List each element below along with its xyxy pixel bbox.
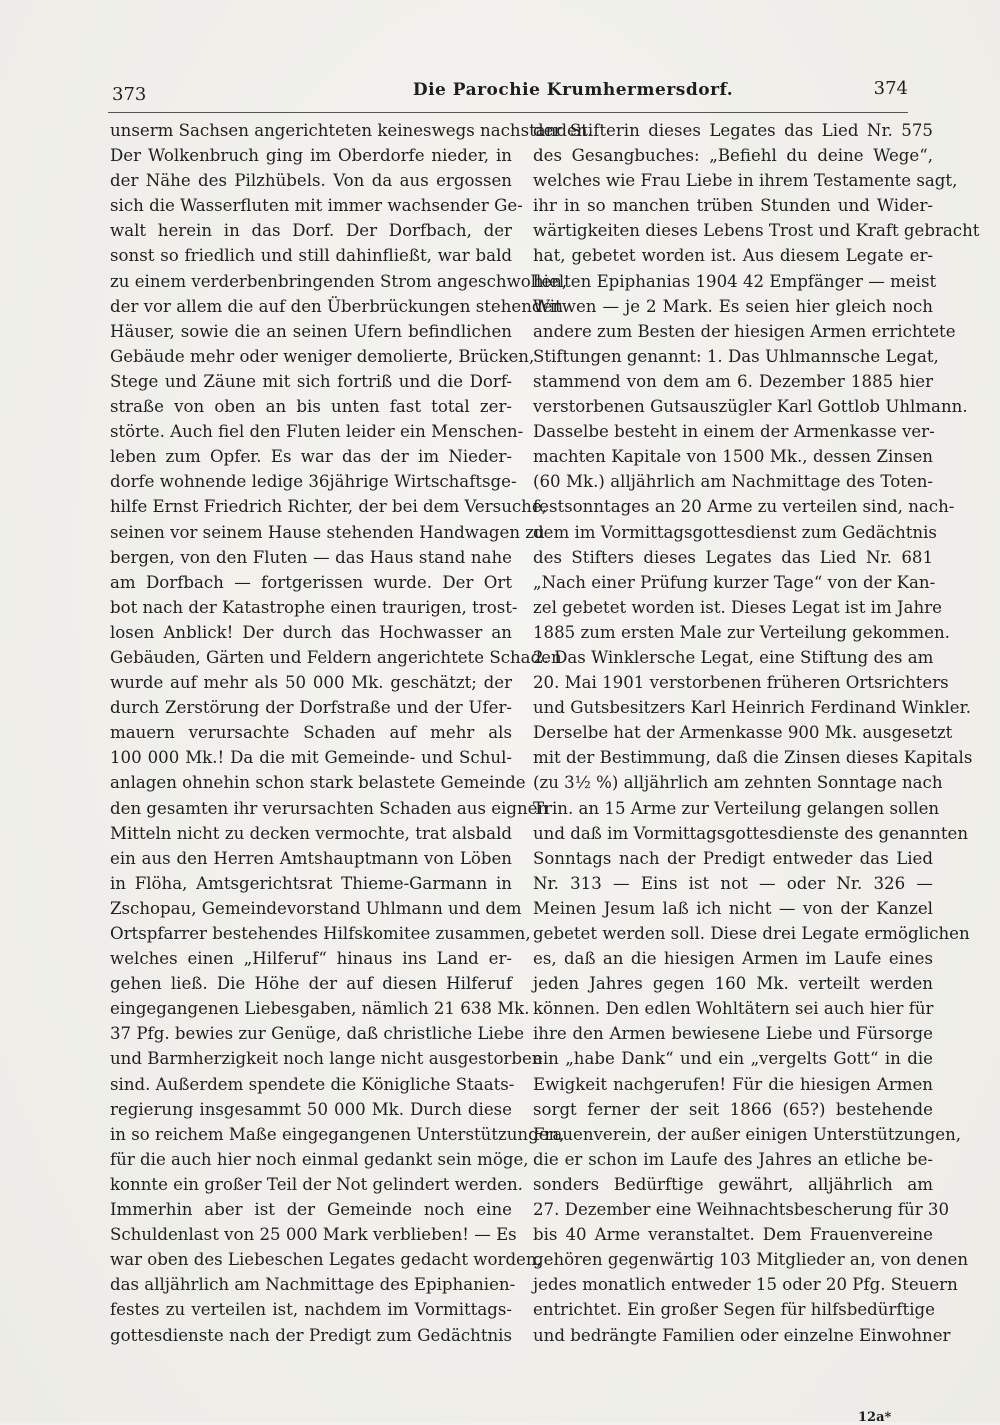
text-line: seinen vor seinem Hause stehenden Handwagen zu — [110, 522, 545, 542]
text-line: Häuser, sowie die an seinen Ufern befindlichen — [110, 321, 512, 341]
text-line: mauern verursachte Schaden auf mehr als — [110, 723, 512, 743]
text-line: für die auch hier noch einmal gedankt sein möge, — [110, 1149, 529, 1169]
text-line: ihre den Armen bewiesene Liebe und Fürsorge — [533, 1024, 933, 1044]
text-line: (60 Mk.) alljährlich am Nachmittage des Toten- — [533, 472, 933, 492]
text-line: konnte ein großer Teil der Not gelindert werden. — [110, 1174, 523, 1194]
text-line: am Dorfbach — fortgerissen wurde. Der Ort — [110, 572, 512, 592]
text-line: straße von oben an bis unten fast total zer- — [110, 397, 512, 417]
page-number-right: 374 — [873, 78, 908, 99]
text-line: „Nach einer Prüfung kurzer Tage“ von der Kan- — [533, 572, 936, 592]
text-line: Stiftungen genannt: 1. Das Uhlmannsche Legat, — [533, 346, 939, 366]
text-line: sind. Außerdem spendete die Königliche Staats- — [110, 1074, 515, 1094]
page-number-left: 373 — [112, 84, 147, 105]
text-line: hielten Epiphanias 1904 42 Empfänger — meist — [533, 271, 937, 291]
text-line: (zu 3½ %) alljährlich am zehnten Sonntage nach — [533, 773, 943, 793]
text-line: walt herein in das Dorf. Der Dorfbach, der — [110, 221, 512, 241]
text-line: festes zu verteilen ist, nachdem im Vormittags- — [110, 1300, 512, 1320]
text-line: welches wie Frau Liebe in ihrem Testamente sagt, — [533, 171, 958, 191]
text-line: Dasselbe besteht in einem der Armenkasse ver- — [533, 422, 935, 442]
text-line: Ortspfarrer bestehendes Hilfskomitee zusammen, — [110, 924, 531, 943]
text-line: Nr. 313 — Eins ist not — oder Nr. 326 — — [533, 873, 933, 893]
text-line: Zschopau, Gemeindevorstand Uhlmann und dem — [110, 898, 522, 918]
text-line: wurde auf mehr als 50 000 Mk. geschätzt; der — [110, 673, 512, 693]
text-line: der Stifterin dieses Legates das Lied Nr. 575 — [533, 121, 933, 140]
text-line: des Gesangbuches: „Befiehl du deine Wege“, — [533, 146, 933, 166]
text-line: verstorbenen Gutsauszügler Karl Gottlob Uhlmann. — [533, 397, 968, 417]
text-line: Ewigkeit nachgerufen! Für die hiesigen Armen — [533, 1074, 933, 1094]
text-line: 100 000 Mk.! Da die mit Gemeinde- und Schul- — [110, 748, 512, 768]
text-line: ihr in so manchen trüben Stunden und Wider- — [533, 196, 933, 216]
text-line: war oben des Liebeschen Legates gedacht worden, — [110, 1250, 542, 1270]
text-line: machten Kapitale von 1500 Mk., dessen Zinsen — [533, 447, 933, 467]
text-line: leben zum Opfer. Es war das der im Nieder- — [110, 447, 512, 467]
text-line: 2. Das Winklersche Legat, eine Stiftung des am — [533, 647, 934, 667]
text-line: sorgt ferner der seit 1866 (65?) bestehende — [533, 1099, 933, 1119]
text-line: der vor allem die auf den Überbrückungen stehenden — [110, 296, 564, 316]
text-line: Immerhin aber ist der Gemeinde noch eine — [110, 1200, 512, 1220]
text-line: eingegangenen Liebesgaben, nämlich 21 638 Mk. — [110, 999, 530, 1019]
text-line: und bedrängte Familien oder einzelne Einwohner — [533, 1325, 951, 1345]
text-line: ein „habe Dank“ und ein „vergelts Gott“ in die — [533, 1049, 933, 1069]
text-line: gehen ließ. Die Höhe der auf diesen Hilferuf — [110, 974, 512, 994]
text-line: sich die Wasserfluten mit immer wachsender Ge- — [110, 196, 523, 216]
text-line: jedes monatlich entweder 15 oder 20 Pfg. Steuern — [533, 1275, 958, 1295]
text-line: dem im Vormittagsgottesdienst zum Gedächtnis — [533, 522, 937, 542]
text-line: wärtigkeiten dieses Lebens Trost und Kraft gebracht — [533, 221, 980, 241]
text-line: bot nach der Katastrophe einen traurigen, trost- — [110, 597, 518, 617]
text-line: 37 Pfg. bewies zur Genüge, daß christliche Liebe — [110, 1024, 525, 1044]
text-line: sonst so friedlich und still dahinfließt, war bald — [110, 246, 512, 266]
text-line: ein aus den Herren Amtshauptmann von Löben — [110, 848, 512, 868]
text-line: sonders Bedürftige gewährt, alljährlich am — [533, 1174, 933, 1194]
text-line: und daß im Vormittagsgottesdienste des genannten — [533, 823, 969, 843]
text-line: Derselbe hat der Armenkasse 900 Mk. ausgesetzt — [533, 723, 953, 743]
text-line: bis 40 Arme veranstaltet. Dem Frauenvereine — [533, 1225, 933, 1245]
text-line: Der Wolkenbruch ging im Oberdorfe nieder, in — [110, 146, 512, 166]
right-column — [533, 118, 980, 1348]
text-line: 1885 zum ersten Male zur Verteilung gekommen. — [533, 622, 950, 642]
text-line: anlagen ohnehin schon stark belastete Gemeinde — [110, 773, 526, 793]
text-line: hat, gebetet worden ist. Aus diesem Legate er- — [533, 246, 933, 266]
text-line: in so reichem Maße eingegangenen Unterstützungen, — [110, 1124, 565, 1144]
running-title: Die Parochie Krumhermersdorf. — [412, 80, 734, 100]
text-line: Sonntags nach der Predigt entweder das Lied — [533, 848, 933, 868]
text-line: das alljährlich am Nachmittage des Epiphanien- — [110, 1275, 516, 1295]
text-line: regierung insgesammt 50 000 Mk. Durch diese — [110, 1099, 512, 1119]
text-line: in Flöha, Amtsgerichtsrat Thieme-Garmann in — [110, 873, 512, 893]
text-line: stammend von dem am 6. Dezember 1885 hier — [533, 371, 933, 391]
text-line: zu einem verderbenbringenden Strom angeschwollen, — [110, 271, 568, 291]
signature-mark: 12a* — [858, 1410, 892, 1425]
text-line: gehören gegenwärtig 103 Mitglieder an, von denen — [533, 1250, 969, 1270]
header-rule — [108, 112, 908, 113]
text-line: 27. Dezember eine Weihnachtsbescherung für 30 — [533, 1200, 950, 1220]
text-line: Meinen Jesum laß ich nicht — von der Kanzel — [533, 898, 933, 918]
text-line: es, daß an die hiesigen Armen im Laufe eines — [533, 949, 933, 969]
text-line: Gebäuden, Gärten und Feldern angerichtete Schaden — [110, 647, 562, 667]
page-header — [108, 76, 908, 112]
text-line: Trin. an 15 Arme zur Verteilung gelangen sollen — [533, 798, 940, 818]
text-line: andere zum Besten der hiesigen Armen errichtete — [533, 321, 956, 341]
text-line: mit der Bestimmung, daß die Zinsen dieses Kapitals — [533, 748, 973, 768]
text-line: Gebäude mehr oder weniger demolierte, Brücken, — [110, 346, 535, 366]
text-line: Mitteln nicht zu decken vermochte, trat alsbald — [110, 823, 512, 843]
text-line: entrichtet. Ein großer Segen für hilfsbedürftige — [533, 1300, 935, 1320]
text-line: der Nähe des Pilzhübels. Von da aus ergossen — [110, 171, 512, 191]
text-line: gebetet werden soll. Diese drei Legate ermöglichen — [533, 924, 970, 943]
text-line: und Barmherzigkeit noch lange nicht ausgestorben — [110, 1049, 543, 1069]
text-line: dorfe wohnende ledige 36jährige Wirtschaftsge- — [110, 472, 517, 492]
text-line: losen Anblick! Der durch das Hochwasser an — [110, 622, 512, 642]
text-line: gottesdienste nach der Predigt zum Gedächtnis — [110, 1325, 512, 1345]
text-line: Frauenverein, der außer einigen Unterstützungen, — [533, 1124, 962, 1144]
text-line: bergen, von den Fluten — das Haus stand nahe — [110, 547, 512, 567]
text-line: hilfe Ernst Friedrich Richter, der bei dem Versuche, — [110, 497, 547, 517]
text-line: unserm Sachsen angerichteten keineswegs nachstanden. — [110, 121, 593, 140]
text-line: des Stifters dieses Legates das Lied Nr. 681 — [533, 547, 933, 567]
text-line: und Gutsbesitzers Karl Heinrich Ferdinand Winkler. — [533, 698, 971, 718]
text-line: die er schon im Laufe des Jahres an etliche be- — [533, 1149, 933, 1169]
text-line: können. Den edlen Wohltätern sei auch hier für — [533, 999, 934, 1019]
text-line: Stege und Zäune mit sich fortriß und die Dorf- — [110, 371, 512, 391]
text-line: Schuldenlast von 25 000 Mark verblieben! — Es — [110, 1225, 517, 1245]
text-line: jeden Jahres gegen 160 Mk. verteilt werden — [533, 974, 933, 994]
text-line: zel gebetet worden ist. Dieses Legat ist im Jahre — [533, 597, 942, 617]
text-line: Witwen — je 2 Mark. Es seien hier gleich noch — [533, 296, 933, 316]
text-line: durch Zerstörung der Dorfstraße und der Ufer- — [110, 698, 512, 718]
text-line: 20. Mai 1901 verstorbenen früheren Ortsrichters — [533, 673, 949, 693]
text-line: festsonntages an 20 Arme zu verteilen sind, nach- — [533, 497, 955, 517]
text-line: den gesamten ihr verursachten Schaden aus eignen — [110, 798, 549, 818]
left-column — [110, 118, 593, 1348]
text-line: welches einen „Hilferuf“ hinaus ins Land er- — [110, 949, 512, 969]
text-line: störte. Auch fiel den Fluten leider ein Menschen- — [110, 422, 524, 442]
